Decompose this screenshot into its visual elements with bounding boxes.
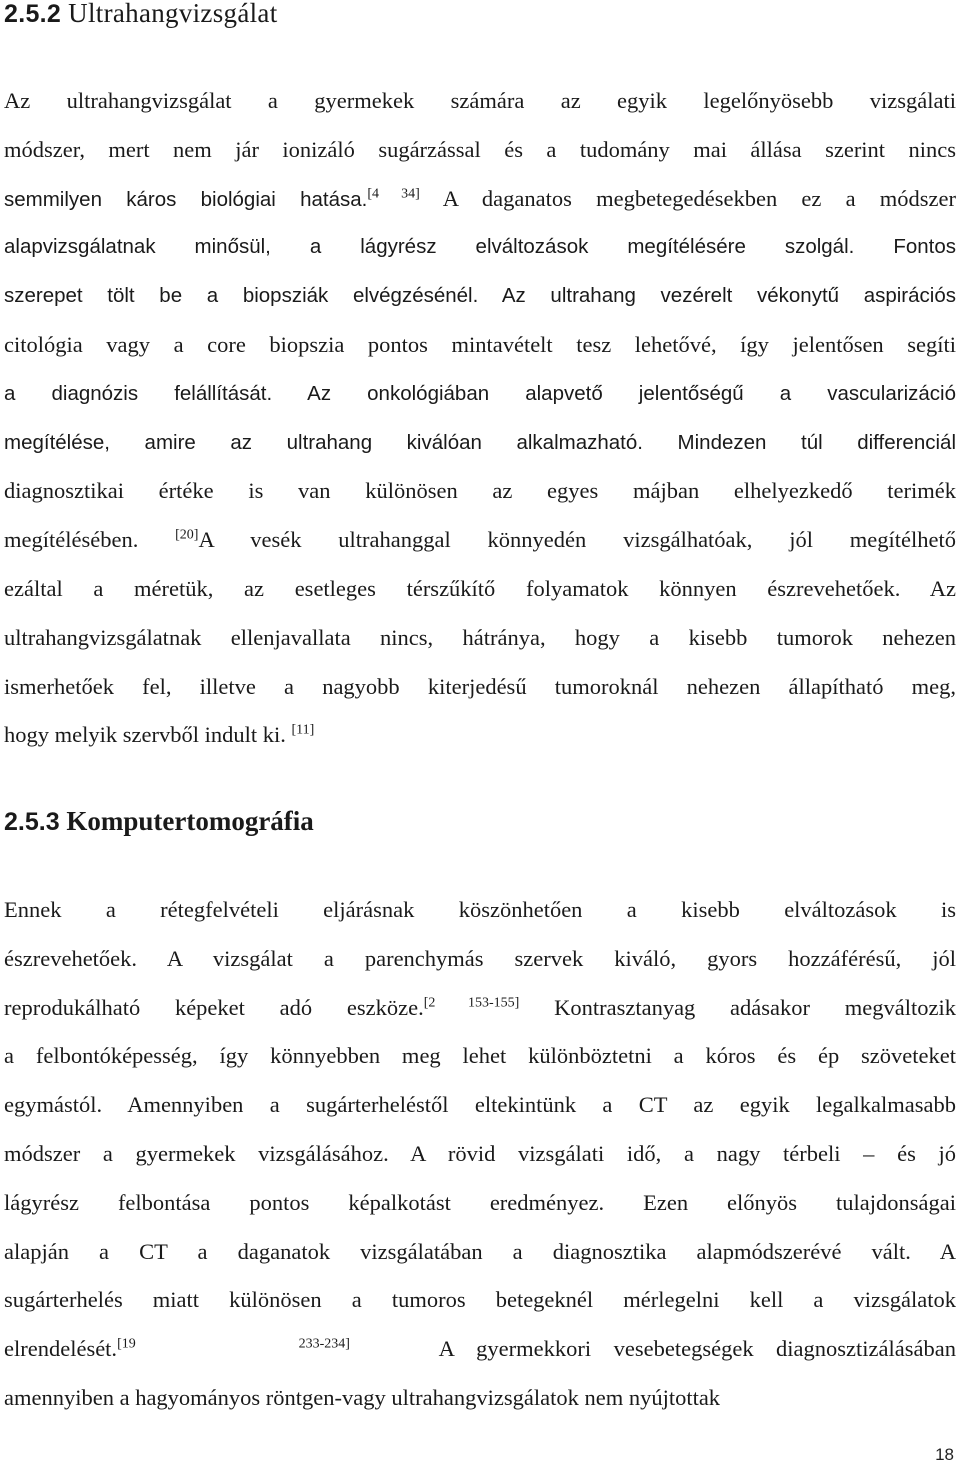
text-line <box>4 126 956 175</box>
paragraph-ct <box>4 886 956 1423</box>
section-number: 2.5.2 <box>4 0 62 28</box>
line-text: szerepet tölt be a biopsziák elvégzésénél. Az ultrahang vezérelt vékonytű aspirációs <box>4 284 956 308</box>
line-text: Ennek a rétegfelvételi eljárásnak köszönhetően a kisebb elváltozások is <box>4 897 956 922</box>
text-line <box>4 565 956 614</box>
line-text: észrevehetőek. A vizsgálat a parenchymás szervek kiváló, gyors hozzáférésű, jól <box>4 945 956 971</box>
text-line <box>4 272 956 321</box>
citation-ref: [2 153-155] <box>423 995 520 1011</box>
line-text: Az ultrahangvizsgálat a gyermekek számára az egyik legelőnyösebb vizsgálati <box>4 88 956 113</box>
line-text: sugárterhelés miatt különösen a tumoros betegeknél mérlegelni kell a vizsgálatok <box>4 1287 956 1313</box>
text-line <box>4 1032 956 1081</box>
text-line <box>4 467 956 516</box>
section-number: 2.5.3 <box>4 808 60 836</box>
section-title: Komputertomográfia <box>66 806 314 836</box>
line-text: citológia vagy a core biopszia pontos mintavételt tesz lehetővé, így jelentősen segíti <box>4 331 956 357</box>
text-line <box>4 77 956 126</box>
text-line <box>4 711 956 760</box>
text-line <box>4 1179 956 1228</box>
section-title: Ultrahangvizsgálat <box>68 0 278 28</box>
line-text: módszer, mert nem jár ionizáló sugárzással és a tudomány mai állása szerint nincs <box>4 136 956 162</box>
text-line <box>4 1276 956 1325</box>
line-text: ismerhetőek fel, illetve a nagyobb kiterjedésű tumoroknál nehezen állapítható meg, <box>4 673 956 699</box>
citation-ref: [11] <box>291 722 315 738</box>
text-line <box>4 516 956 565</box>
text-line <box>4 419 956 468</box>
section-heading-ct <box>4 808 314 835</box>
citation-ref: [20] <box>175 527 199 543</box>
line-text: ultrahangvizsgálatnak ellenjavallata nincs, hátránya, hogy a kisebb tumorok nehezen <box>4 624 956 650</box>
text-line <box>4 614 956 663</box>
text-line <box>4 321 956 370</box>
line-text: a felbontóképesség, így könnyebben meg lehet különböztetni a kóros és ép szöveteket <box>4 1043 956 1069</box>
line-text: reprodukálható képeket adó eszköze. <box>4 994 424 1020</box>
text-line <box>4 223 956 272</box>
line-text: egymástól. Amennyiben a sugárterheléstől eltekintünk a CT az egyik legalkalmasabb <box>4 1092 956 1118</box>
text-line <box>4 663 956 712</box>
text-line <box>4 935 956 984</box>
line-text: alapvizsgálatnak minősül, a lágyrész elváltozások megítélésére szolgál. Fontos <box>4 235 956 259</box>
line-text: semmilyen káros biológiai hatása. <box>4 187 368 211</box>
line-text: A gyermekkori vesebetegségek diagnosztizálásában <box>349 1336 956 1362</box>
text-line <box>4 1228 956 1277</box>
text-line <box>4 886 956 935</box>
line-text: hogy melyik szervből indult ki. <box>4 722 292 748</box>
line-text: amennyiben a hagyományos röntgen-vagy ultrahangvizsgálatok nem nyújtottak <box>4 1384 721 1410</box>
text-line <box>4 1325 956 1374</box>
text-line <box>4 1130 956 1179</box>
line-text: lágyrész felbontása pontos képalkotást eredményez. Ezen előnyös tulajdonságai <box>4 1189 956 1215</box>
line-text: megítélése, amire az ultrahang kiválóan alkalmazható. Mindezen túl differenciál <box>4 430 956 454</box>
line-text: elrendelését. <box>4 1336 118 1362</box>
paragraph-ultrahang <box>4 77 956 760</box>
line-text: Kontrasztanyag adásakor megváltozik <box>519 994 956 1020</box>
text-line <box>4 984 956 1033</box>
line-text: alapján a CT a daganatok vizsgálatában a diagnosztika alapmódszerévé vált. A <box>4 1238 956 1264</box>
line-text: diagnosztikai értéke is van különösen az egyes májban elhelyezkedő terimék <box>4 478 956 504</box>
citation-ref: [19 233-234] <box>117 1336 350 1352</box>
text-line <box>4 370 956 419</box>
line-text: a diagnózis felállítását. Az onkológiában alapvető jelentőségű a vascularizáció <box>4 381 956 405</box>
line-text: ezáltal a méretük, az esetleges térszűkítő folyamatok könnyen észrevehetőek. Az <box>4 575 956 601</box>
section-heading-ultrahang <box>4 0 278 27</box>
line-text: A daganatos megbetegedésekben ez a módszer <box>419 185 956 211</box>
line-text: A vesék ultrahanggal könnyedén vizsgálhatóak, jól megítélhető <box>198 527 956 553</box>
text-line <box>4 175 956 224</box>
page-number: 18 <box>935 1445 954 1464</box>
text-line <box>4 1081 956 1130</box>
line-text: módszer a gyermekek vizsgálásához. A rövid vizsgálati idő, a nagy térbeli – és jó <box>4 1140 956 1166</box>
citation-ref: [4 34] <box>367 186 420 202</box>
line-text: megítélésében. <box>4 527 176 553</box>
text-line <box>4 1374 956 1423</box>
